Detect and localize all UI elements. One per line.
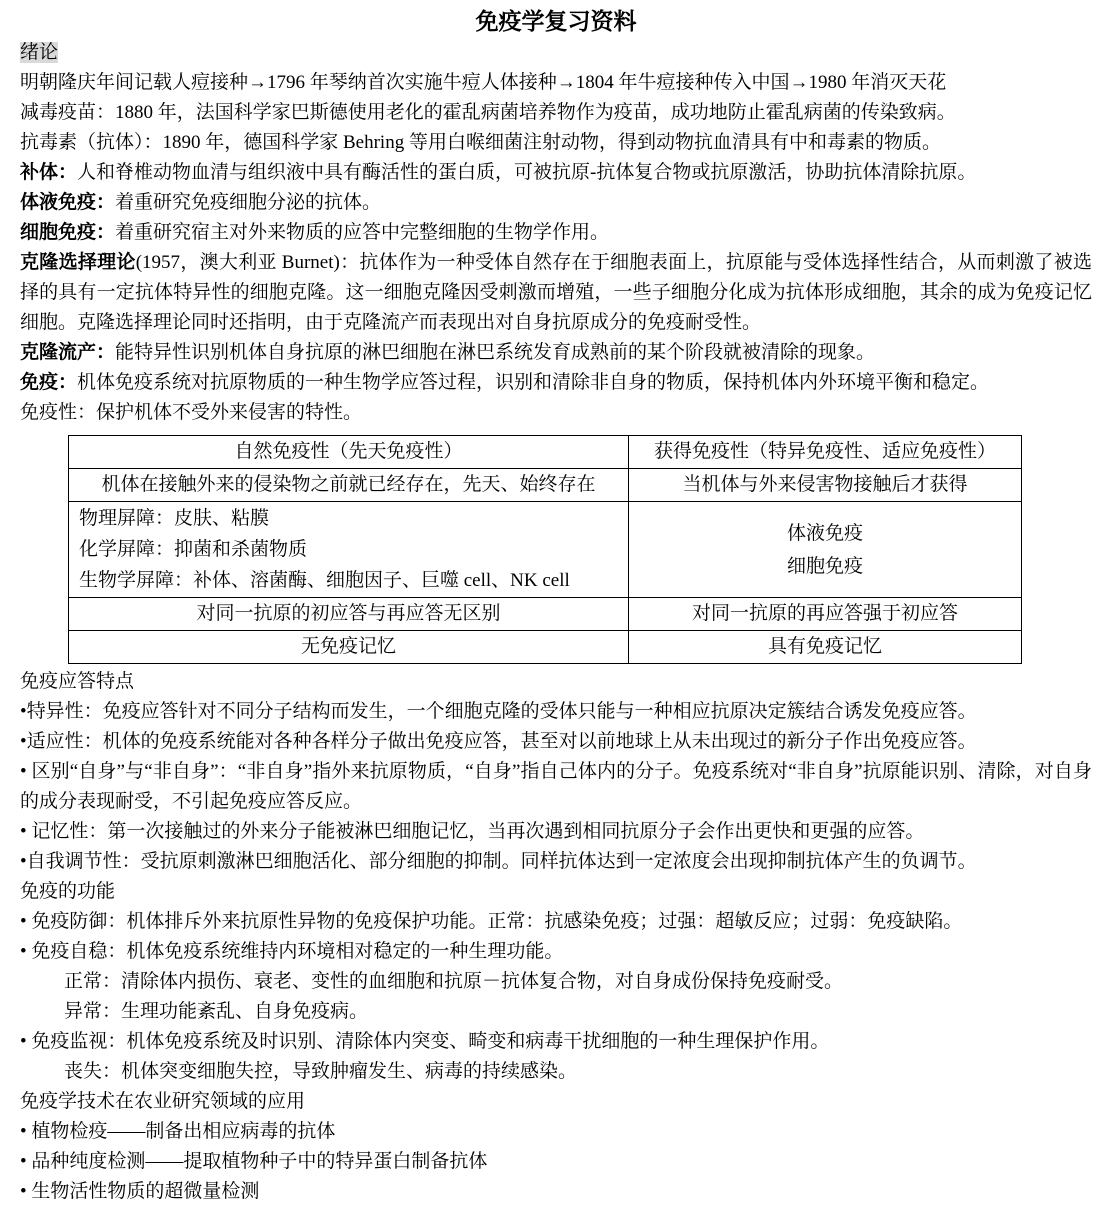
cell-acquired-memory: 具有免疫记忆: [629, 631, 1022, 664]
list-item-purity-testing: • 品种纯度检测——提取植物种子中的特异蛋白制备抗体: [20, 1151, 488, 1172]
paragraph-humoral-immunity: [20, 188, 1092, 218]
paragraph-immunity-property: 免疫性：保护机体不受外来侵害的特性。: [20, 402, 363, 423]
table-header-row: [69, 436, 1022, 469]
term-clonal-selection-theory: 克隆选择理论: [20, 252, 136, 273]
acquired-type-humoral: 体液免疫: [786, 522, 863, 544]
list-item-immune-defense: • 免疫防御：机体排斥外来抗原性异物的免疫保护功能。正常：抗感染免疫；过强：超敏反应；过弱：免疫缺陷。: [20, 911, 963, 932]
definition-complement: 人和脊椎动物血清与组织液中具有酶活性的蛋白质，可被抗原-抗体复合物或抗原激活，协助抗体清除抗原。: [77, 162, 977, 183]
immunity-comparison-table: [68, 435, 1022, 664]
list-item-self-nonself: • 区别“自身”与“非自身”：“非自身”指外来抗原物质，“自身”指自己体内的分子。免疫系统对“非自身”抗原能识别、清除，对自身的成分表现耐受，不引起免疫应答反应。: [20, 761, 1092, 812]
acquired-type-cellular: 细胞免疫: [786, 555, 863, 577]
table-row-response: [69, 598, 1022, 631]
paragraph-complement: [20, 158, 1092, 188]
sub-list-item-homeostasis-abnormal: 异常：生理功能紊乱、自身免疫病。: [64, 1001, 369, 1022]
paragraph-immunity: [20, 368, 1092, 398]
section-label-intro: 绪论: [20, 42, 59, 63]
list-item-adaptability: •适应性：机体的免疫系统能对各种各样分子做出免疫应答，甚至对以前地球上从未出现过的新分子作出免疫应答。: [20, 731, 977, 752]
cell-natural-memory: 无免疫记忆: [69, 631, 629, 664]
cell-acquired-existence: 当机体与外来侵害物接触后才获得: [629, 469, 1022, 502]
list-item-memory: • 记忆性：第一次接触过的外来分子能被淋巴细胞记忆，当再次遇到相同抗原分子会作出更快和更强的应答。: [20, 821, 925, 842]
header-natural-immunity: 自然免疫性（先天免疫性）: [69, 436, 629, 469]
section-heading-response-features: 免疫应答特点: [20, 671, 135, 692]
paragraph-attenuated-vaccine: 减毒疫苗：1880 年，法国科学家巴斯德使用老化的霍乱病菌培养物作为疫苗，成功地防止霍乱病菌的传染致病。: [20, 102, 956, 123]
definition-clonal-abortion: 能特异性识别机体自身抗原的淋巴细胞在淋巴系统发育成熟前的某个阶段就被清除的现象。: [115, 342, 876, 363]
definition-immunity: 机体免疫系统对抗原物质的一种生物学应答过程，识别和清除非自身的物质，保持机体内外环境平衡和稳定。: [77, 372, 990, 393]
sub-list-item-homeostasis-normal: 正常：清除体内损伤、衰老、变性的血细胞和抗原－抗体复合物，对自身成份保持免疫耐受。: [64, 971, 844, 992]
cell-natural-response: 对同一抗原的初应答与再应答无区别: [69, 598, 629, 631]
table-row-memory: [69, 631, 1022, 664]
definition-clonal-selection-theory: (1957，澳大利亚 Burnet)：抗体作为一种受体自然存在于细胞表面上，抗原能与受体选择性结合，从而刺激了被选择的具有一定抗体特异性的细胞克隆。这一细胞克隆因受刺激而增殖，一些子细胞分化成为抗体形成细胞，其余的成为免疫记忆细胞。克隆选择理论同时还指明，由于克隆流产而表现出对自身抗原成分的免疫耐受性。: [20, 252, 1092, 333]
paragraph-history-timeline: 明朝隆庆年间记载人痘接种→1796 年琴纳首次实施牛痘人体接种→1804 年牛痘接种传入中国→1980 年消灭天花: [20, 72, 947, 93]
section-heading-functions: 免疫的功能: [20, 881, 116, 902]
sub-list-item-surveillance-loss: 丧失：机体突变细胞失控，导致肿瘤发生、病毒的持续感染。: [64, 1061, 578, 1082]
cell-natural-existence: 机体在接触外来的侵染物之前就已经存在，先天、始终存在: [69, 469, 629, 502]
term-humoral-immunity: 体液免疫：: [20, 192, 116, 213]
section-label-line: [20, 38, 1092, 68]
list-item-immune-surveillance: • 免疫监视：机体免疫系统及时识别、清除体内突变、畸变和病毒干扰细胞的一种生理保护作用。: [20, 1031, 830, 1052]
paragraph-clonal-selection-theory: [20, 248, 1092, 338]
barrier-physical: 物理屏障：皮肤、粘膜: [79, 508, 270, 529]
term-clonal-abortion: 克隆流产：: [20, 342, 116, 363]
paragraph-cellular-immunity: [20, 218, 1092, 248]
list-item-trace-detection: • 生物活性物质的超微量检测: [20, 1181, 260, 1202]
table-row-barriers: [69, 502, 1022, 598]
barrier-biological: 生物学屏障：补体、溶菌酶、细胞因子、巨噬 cell、NK cell: [79, 570, 570, 591]
cell-acquired-types: [629, 502, 1022, 598]
section-heading-applications: 免疫学技术在农业研究领域的应用: [20, 1091, 306, 1112]
paragraph-antitoxin: 抗毒素（抗体）：1890 年，德国科学家 Behring 等用白喉细菌注射动物，得到动物抗血清具有中和毒素的物质。: [20, 132, 941, 153]
term-cellular-immunity: 细胞免疫：: [20, 222, 116, 243]
cell-acquired-response: 对同一抗原的再应答强于初应答: [629, 598, 1022, 631]
term-complement: 补体：: [20, 162, 78, 183]
cell-barriers: [69, 502, 629, 598]
list-item-plant-quarantine: • 植物检疫——制备出相应病毒的抗体: [20, 1121, 336, 1142]
definition-humoral-immunity: 着重研究免疫细胞分泌的抗体。: [115, 192, 382, 213]
paragraph-clonal-abortion: [20, 338, 1092, 368]
list-item-immune-homeostasis: • 免疫自稳：机体免疫系统维持内环境相对稳定的一种生理功能。: [20, 941, 564, 962]
term-immunity: 免疫：: [20, 372, 78, 393]
table-row-existence: [69, 469, 1022, 502]
list-item-specificity: •特异性：免疫应答针对不同分子结构而发生，一个细胞克隆的受体只能与一种相应抗原决定簇结合诱发免疫应答。: [20, 701, 977, 722]
document-title: 免疫学复习资料: [475, 8, 637, 34]
list-item-self-regulation: •自我调节性：受抗原刺激淋巴细胞活化、部分细胞的抑制。同样抗体达到一定浓度会出现抑制抗体产生的负调节。: [20, 851, 977, 872]
header-acquired-immunity: 获得免疫性（特异免疫性、适应免疫性）: [629, 436, 1022, 469]
barrier-chemical: 化学屏障：抑菌和杀菌物质: [79, 539, 308, 560]
definition-cellular-immunity: 着重研究宿主对外来物质的应答中完整细胞的生物学作用。: [115, 222, 610, 243]
